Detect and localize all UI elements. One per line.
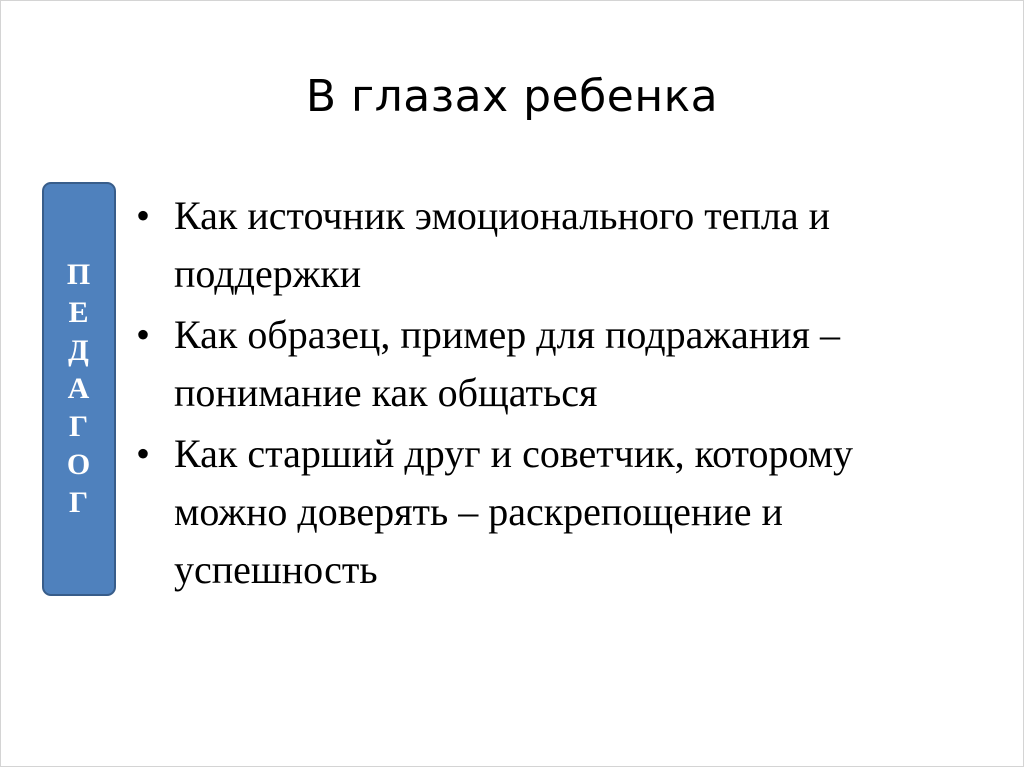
side-label-letter: П xyxy=(66,258,92,291)
bullet-dot: • xyxy=(136,193,151,238)
bullet-item xyxy=(136,187,976,303)
bullet-item xyxy=(136,425,976,599)
slide-title: В глазах ребенка xyxy=(305,71,719,122)
side-label-letter: Д xyxy=(68,334,90,367)
side-label-letter: Е xyxy=(68,296,90,329)
bullet-text: Как образец, пример для подражания – понимание как общаться xyxy=(174,312,840,415)
side-label-letter: О xyxy=(66,448,92,481)
bullet-item xyxy=(136,306,976,422)
bullet-text: Как источник эмоционального тепла и поддержки xyxy=(174,193,831,296)
bullet-dot: • xyxy=(136,431,151,476)
side-label-letter: Г xyxy=(68,410,90,443)
side-label-letter: Г xyxy=(68,486,90,519)
bullet-dot: • xyxy=(136,312,151,357)
side-label-box xyxy=(42,182,116,596)
bullet-list xyxy=(136,187,976,602)
side-label-letter: А xyxy=(67,372,91,405)
bullet-text: Как старший друг и советчик, которому можно доверять – раскрепощение и успешность xyxy=(174,431,854,592)
